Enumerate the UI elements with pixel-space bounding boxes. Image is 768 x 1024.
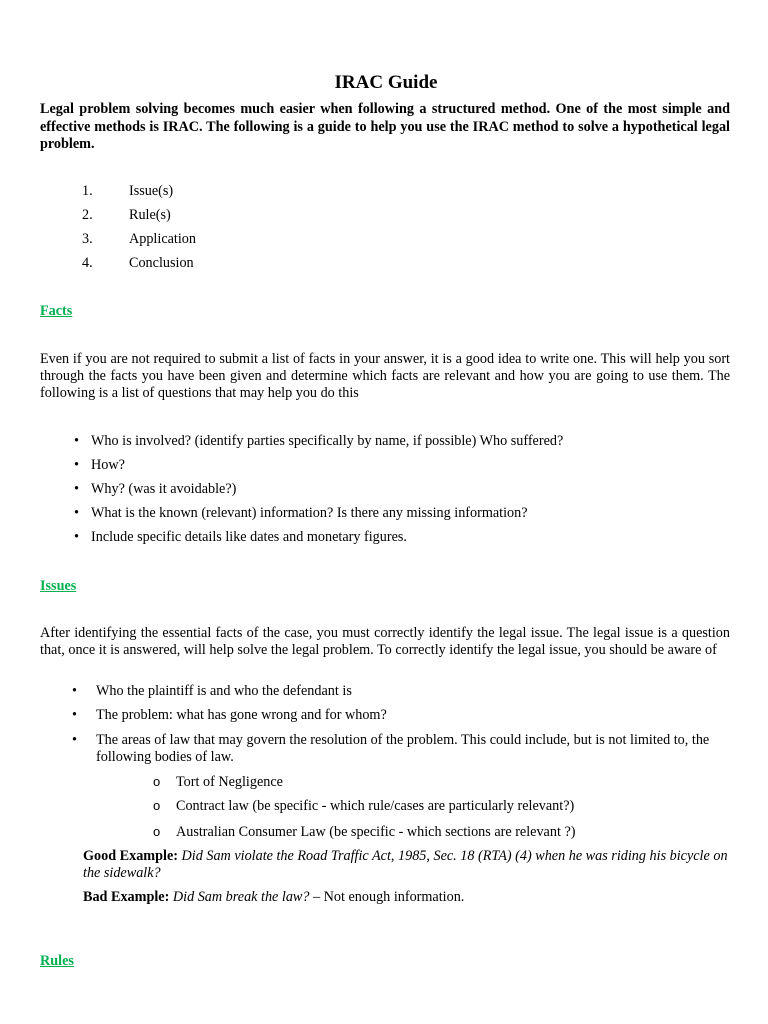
good-example-label: Good Example:	[83, 848, 178, 864]
list-item: • The areas of law that may govern the resolution of the problem. This could include, but is not limited to, the following bodies of law.	[72, 732, 710, 765]
list-number: 4.	[82, 255, 93, 271]
list-number: 1.	[82, 183, 93, 199]
list-label: Conclusion	[129, 255, 194, 271]
sub-bullet-icon: o	[153, 774, 161, 789]
sub-bullet-icon: o	[153, 824, 161, 839]
list-item: • What is the known (relevant) information? Is there any missing information?	[74, 505, 528, 521]
bullet-icon: •	[72, 732, 77, 748]
list-number: 3.	[82, 231, 93, 247]
bullet-icon: •	[74, 505, 79, 521]
bullet-icon: •	[74, 433, 79, 449]
issues-paragraph: After identifying the essential facts of the case, you must correctly identify the legal issue. The legal issue is a question that, once it is answered, will help solve the legal problem. To correctly identify the legal issue, you should be aware of	[40, 625, 730, 658]
facts-paragraph: Even if you are not required to submit a list of facts in your answer, it is a good idea to write one. This will help you sort through the facts you have been given and determine which facts are relevant and how you are going to use them. The following is a list of questions that may help you do this	[40, 351, 730, 401]
list-item: o Contract law (be specific - which rule/cases are particularly relevant?)	[153, 798, 575, 814]
list-item: • The problem: what has gone wrong and for whom?	[72, 707, 387, 723]
bad-example-comment: – Not enough information.	[313, 889, 465, 905]
facts-heading: Facts	[40, 303, 73, 319]
bullet-icon: •	[72, 683, 77, 699]
list-item	[82, 231, 196, 248]
list-item: • How?	[74, 457, 125, 473]
issues-heading: Issues	[40, 578, 77, 594]
bad-example-label: Bad Example:	[83, 889, 170, 905]
list-item: • Who is involved? (identify parties specifically by name, if possible) Who suffered?	[74, 433, 564, 449]
list-item: o Australian Consumer Law (be specific - which sections are relevant ?)	[153, 824, 576, 840]
bullet-icon: •	[74, 481, 79, 497]
rules-heading: Rules	[40, 953, 74, 969]
list-label: Rule(s)	[129, 207, 171, 223]
bullet-icon: •	[74, 457, 79, 473]
list-item: o Tort of Negligence	[153, 774, 283, 790]
bad-example-text: Did Sam break the law?	[172, 889, 310, 905]
list-item: • Who the plaintiff is and who the defendant is	[72, 683, 352, 699]
bullet-icon: •	[72, 707, 77, 723]
list-item: • Why? (was it avoidable?)	[74, 481, 237, 497]
page-title: IRAC Guide	[334, 72, 438, 93]
list-item	[82, 207, 171, 224]
good-example	[83, 848, 733, 882]
list-label: Application	[129, 231, 196, 247]
good-example-text: Did Sam violate the Road Traffic Act, 1985, Sec. 18 (RTA) (4) when he was riding his bicycle on the sidewalk?	[83, 848, 728, 881]
bullet-icon: •	[74, 529, 79, 545]
list-item	[82, 183, 173, 200]
list-number: 2.	[82, 207, 93, 223]
intro-paragraph: Legal problem solving becomes much easier when following a structured method. One of the most simple and effective methods is IRAC. The following is a guide to help you use the IRAC method to solve a hypothetical legal problem.	[40, 101, 730, 152]
bad-example	[83, 889, 733, 906]
list-item	[82, 255, 194, 272]
list-label: Issue(s)	[129, 183, 174, 199]
sub-bullet-icon: o	[153, 798, 161, 813]
list-item: • Include specific details like dates and monetary figures.	[74, 529, 407, 545]
